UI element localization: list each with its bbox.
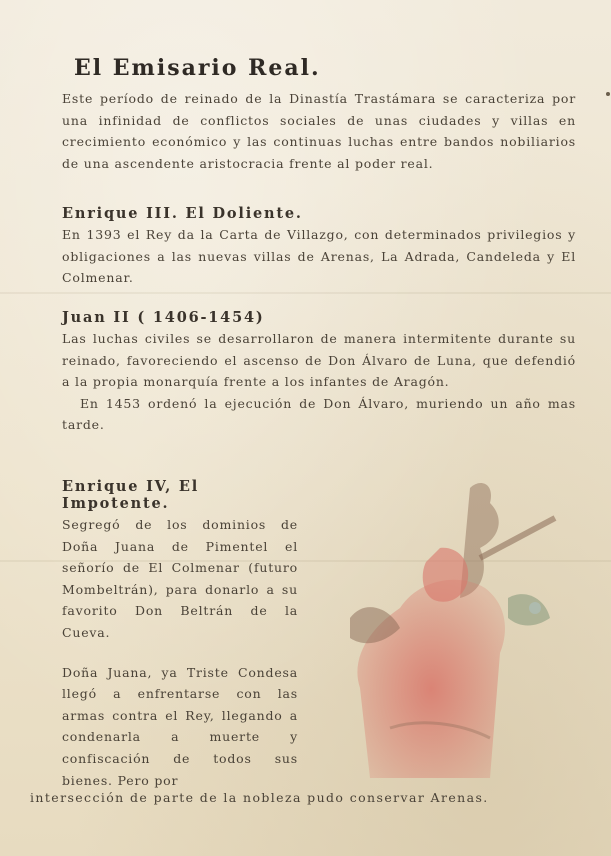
section-enrique-iv <box>62 478 298 791</box>
intro-paragraph: Este período de reinado de la Dinastía Trastámara se caracteriza por una infinidad de conflictos sociales de unas ciudades y villas en crecimiento económico y las continuas luchas entre bandos nobiliarios de una ascendente aristocracia frente al poder real. <box>62 91 576 171</box>
section-paragraph: Segregó de los dominios de Doña Juana de Pimentel el señorío de El Colmenar (futuro Mombeltrán), para donarlo a su favorito Don Beltrán de la Cueva. <box>62 517 298 640</box>
paper-fold <box>0 292 611 294</box>
section-paragraph: Las luchas civiles se desarrollaron de manera intermitente durante su reinado, favoreciendo el ascenso de Don Álvaro de Luna, que defendió a la propia monarquía frente a los infantes de Aragón. <box>62 331 576 390</box>
section-heading: Enrique III. El Doliente. <box>62 205 303 222</box>
pin-mark <box>606 92 610 96</box>
closing-line: intersección de parte de la nobleza pudo conservar Arenas. <box>30 790 489 805</box>
section-juan-ii <box>62 309 576 436</box>
knight-illustration <box>330 478 566 778</box>
section-paragraph: En 1393 el Rey da la Carta de Villazgo, con determinados privilegios y obligaciones a las nuevas villas de Arenas, La Adrada, Candeleda y El Colmenar. <box>62 227 576 286</box>
intro-section <box>62 88 576 174</box>
section-heading: Juan II ( 1406-1454) <box>62 309 265 326</box>
section-paragraph: En 1453 ordenó la ejecución de Don Álvaro, muriendo un año mas tarde. <box>62 395 576 433</box>
page-title: El Emisario Real. <box>74 55 321 81</box>
ornament-shape <box>529 602 541 614</box>
section-paragraph: Doña Juana, ya Triste Condesa llegó a enfrentarse con las armas contra el Rey, llegando a condenarla a muerte y confiscación de todos sus bienes. Pero por <box>62 664 298 788</box>
foliage-shape <box>508 594 550 625</box>
section-enrique-iii <box>62 205 576 289</box>
section-heading: Enrique IV, El Impotente. <box>62 478 200 512</box>
